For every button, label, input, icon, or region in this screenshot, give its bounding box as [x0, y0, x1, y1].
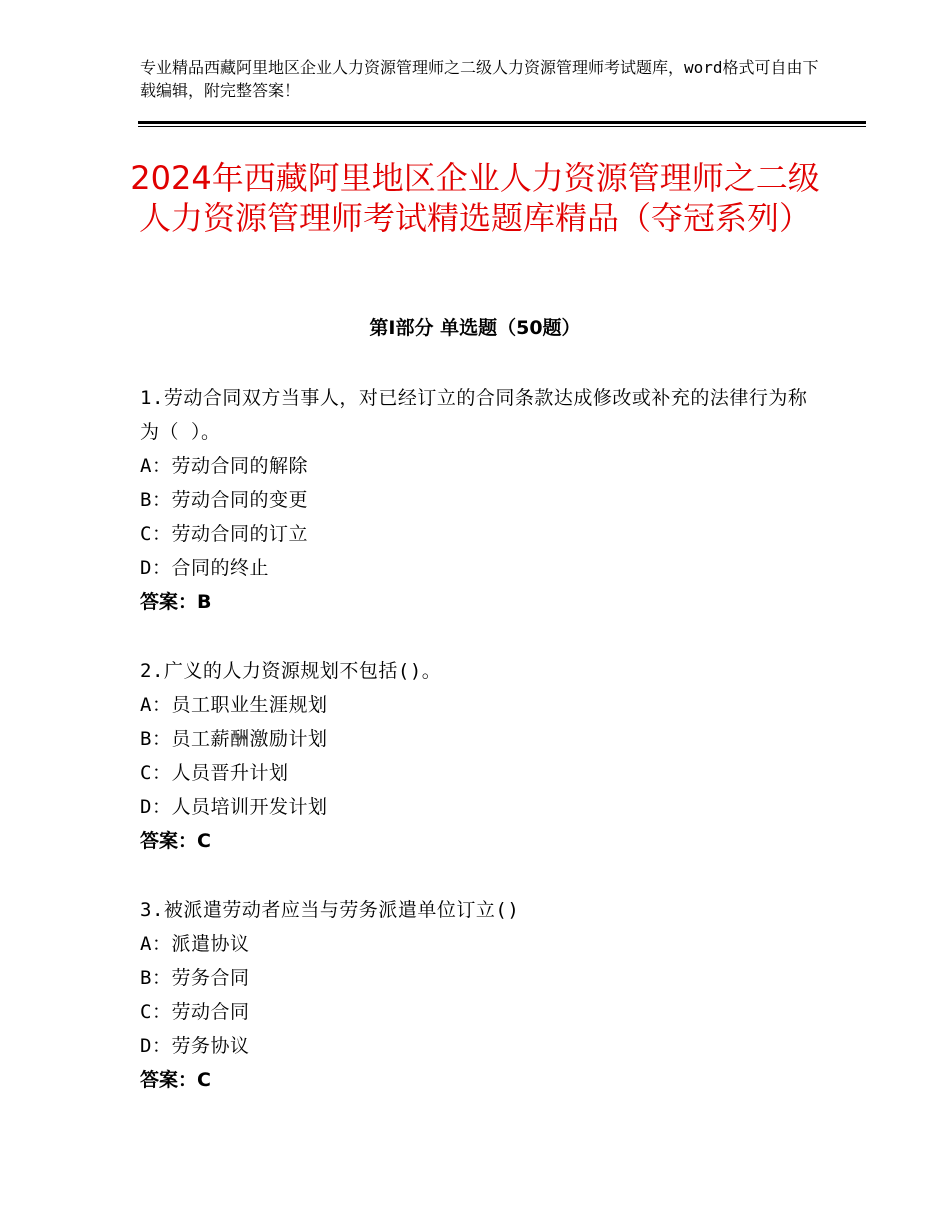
- header-note: 专业精品西藏阿里地区企业人力资源管理师之二级人力资源管理师考试题库，word格式可自由下载编辑，附完整答案！: [140, 58, 819, 100]
- document-title: 2024年西藏阿里地区企业人力资源管理师之二级人力资源管理师考试精选题库精品（夺冠系列）: [130, 159, 820, 237]
- answer: 答案：C: [140, 830, 211, 852]
- answer: 答案：B: [140, 591, 212, 613]
- question-2: [140, 654, 810, 858]
- header-rule-thin: [138, 126, 866, 127]
- option-d: D：人员培训开发计划: [140, 796, 328, 818]
- question-3: [140, 893, 810, 1097]
- question-stem: 3.被派遣劳动者应当与劳务派遣单位订立(): [140, 899, 520, 921]
- option-a: A：员工职业生涯规划: [140, 694, 328, 716]
- question-list: [140, 381, 810, 1132]
- option-b: B：劳动合同的变更: [140, 489, 308, 511]
- section-title: 第Ⅰ部分 单选题（50题）: [369, 317, 581, 339]
- question-stem: 1.劳动合同双方当事人，对已经订立的合同条款达成修改或补充的法律行为称为（ ）。: [140, 387, 808, 443]
- header-rule-thick: [138, 121, 866, 124]
- option-a: A：派遣协议: [140, 933, 250, 955]
- answer: 答案：C: [140, 1069, 211, 1091]
- option-a: A：劳动合同的解除: [140, 455, 308, 477]
- option-d: D：劳务协议: [140, 1035, 250, 1057]
- option-c: C：人员晋升计划: [140, 762, 289, 784]
- option-c: C：劳动合同: [140, 1001, 250, 1023]
- option-d: D：合同的终止: [140, 557, 269, 579]
- question-1: [140, 381, 810, 619]
- option-b: B：员工薪酬激励计划: [140, 728, 328, 750]
- question-stem: 2.广义的人力资源规划不包括()。: [140, 660, 442, 682]
- option-b: B：劳务合同: [140, 967, 250, 989]
- option-c: C：劳动合同的订立: [140, 523, 308, 545]
